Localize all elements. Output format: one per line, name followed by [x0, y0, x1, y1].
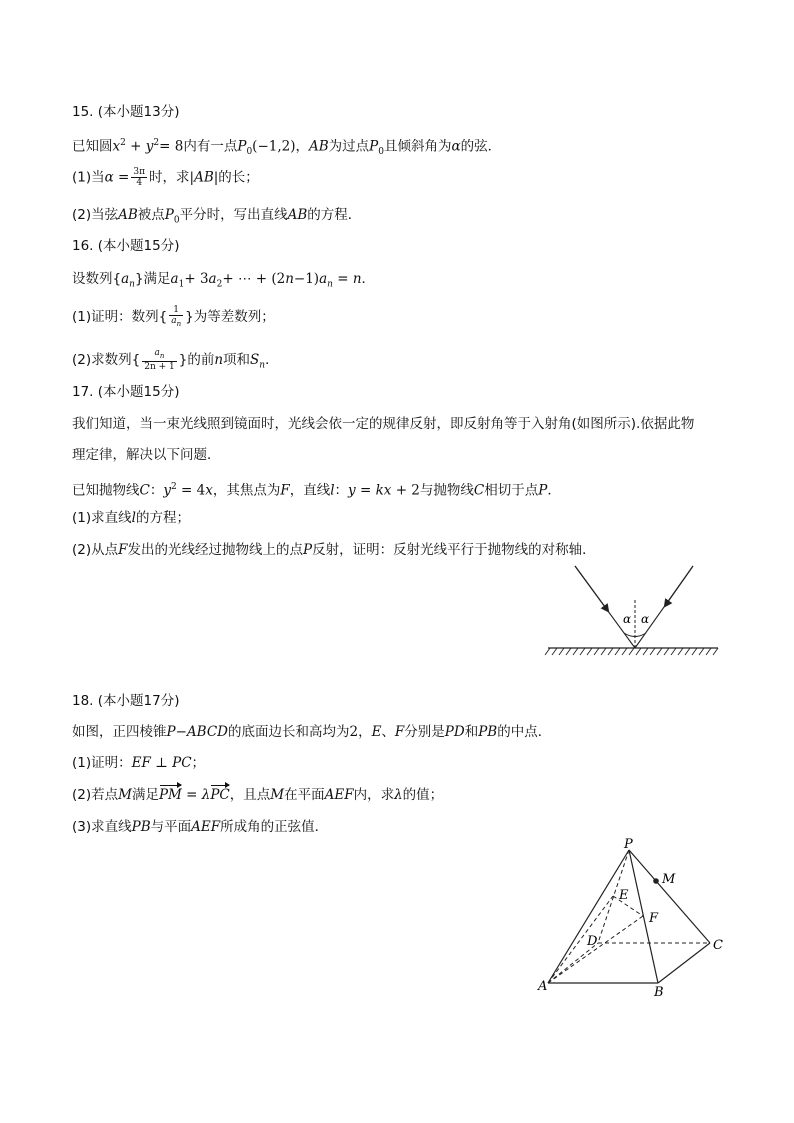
angle-label-left: α — [623, 612, 632, 626]
q17-part1: (1)求直线l的方程； — [72, 510, 190, 526]
q16-header: 16. (本小题15分) — [72, 238, 180, 254]
segment-AE — [548, 896, 613, 983]
q16-part1: (1)证明：数列{ $\frac{1}{a_n}$ }为等差数列； — [72, 305, 275, 328]
label-P: P — [624, 838, 633, 852]
q15-part2: (2)当弦AB被点$P_0$平分时，写出直线AB的方程． — [72, 207, 362, 226]
label-A: A — [538, 979, 548, 994]
q18-stem: 如图，正四棱锥P−ABCD的底面边长和高均为2，E、F分别是PD和PB的中点． — [72, 724, 552, 740]
q15-part1: (1)当α = $\frac{3\pi}{4}$ 时，求|AB|的长； — [72, 167, 259, 188]
label-C: C — [713, 938, 723, 953]
q17-header: 17. (本小题15分) — [72, 384, 180, 400]
edge-BC — [658, 943, 710, 983]
q17-stem: 已知抛物线C：$y^2 = 4x$，其焦点为F，直线l：y = kx + 2与抛物线C相切于点P． — [72, 482, 561, 499]
label-D: D — [587, 934, 598, 949]
edge-PC — [629, 850, 710, 943]
mirror-hatch — [545, 648, 718, 655]
q18-header: 18. (本小题17分) — [72, 693, 180, 709]
label-E: E — [619, 888, 629, 903]
q15-stem: 已知圆$x^2 + y^2= 8$内有一点$P_0(-1,2)$，AB为过点$P_0$且倾斜角为α的弦． — [72, 138, 502, 158]
q17-intro-1: 我们知道，当一束光线照到镜面时，光线会依一定的规律反射，即反射角等于入射角(如图所示).依据此物 — [72, 416, 695, 432]
edge-PA — [548, 850, 629, 983]
q18-part1: (1)证明：EF ⊥ PC； — [72, 755, 206, 771]
q15-header: 15. (本小题13分) — [72, 104, 180, 120]
q16-stem: 设数列$\{a_n\}$满足$a_1+ 3a_2+$ ⋯ + $(2n-1)a_n = n$． — [72, 271, 376, 290]
reflection-figure — [540, 560, 725, 665]
q17-intro-2: 理定律，解决以下问题． — [72, 447, 221, 463]
q18-part3: (3)求直线PB与平面AEF所成角的正弦值． — [72, 819, 329, 835]
segment-AF — [548, 916, 643, 983]
reflected-arrow — [665, 566, 693, 606]
label-F: F — [649, 911, 659, 926]
point-M — [653, 878, 659, 884]
q18-part2: (2)若点M满足PM = λPC，且点M在平面AEF内，求λ的值； — [72, 787, 444, 803]
angle-label-right: α — [641, 612, 650, 626]
q16-part2: (2)求数列{ $\frac{a_n}{2n + 1}$ }的前n项和$S_n$． — [72, 348, 279, 372]
label-M: M — [662, 872, 676, 887]
pyramid-figure — [530, 838, 730, 1003]
incident-arrow — [575, 566, 608, 611]
q17-part2: (2)从点F发出的光线经过抛物线上的点P反射，证明：反射光线平行于抛物线的对称轴． — [72, 542, 596, 558]
label-B: B — [654, 985, 664, 1000]
